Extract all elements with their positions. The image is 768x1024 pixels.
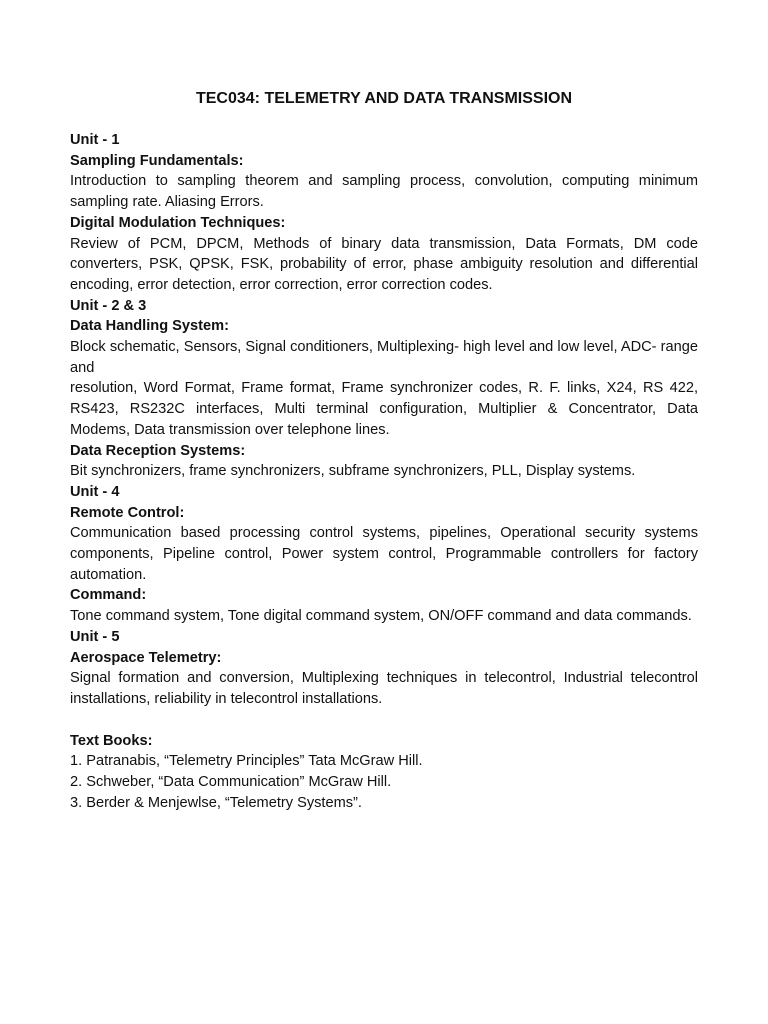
- unit-label: Unit - 2 & 3: [70, 297, 147, 314]
- textbook-item: 3. Berder & Menjewlse, “Telemetry Systems”.: [70, 794, 362, 811]
- section-paragraph: Tone command system, Tone digital command system, ON/OFF command and data commands.: [70, 608, 692, 625]
- section-paragraph: Bit synchronizers, frame synchronizers, subframe synchronizers, PLL, Display systems.: [70, 463, 636, 480]
- section-paragraph: Introduction to sampling theorem and sampling process, convolution, computing minimum sampling rate. Aliasing Errors.: [70, 173, 698, 211]
- section-heading: Data Reception Systems:: [70, 442, 246, 459]
- unit-4: [70, 482, 698, 627]
- section-paragraph: Signal formation and conversion, Multiplexing techniques in telecontrol, Industrial telecontrol installations, reliability in telecontrol installations.: [70, 670, 698, 707]
- section-paragraph: Block schematic, Sensors, Signal conditioners, Multiplexing- high level and low level, ADC- range and: [70, 339, 698, 376]
- textbooks-heading: Text Books:: [70, 732, 153, 749]
- section-heading: Sampling Fundamentals:: [70, 152, 244, 169]
- syllabus-page: [70, 88, 698, 814]
- section-heading: Aerospace Telemetry:: [70, 649, 222, 666]
- section-paragraph: resolution, Word Format, Frame format, Frame synchronizer codes, R. F. links, X24, RS 422, RS423, RS232C interfaces, Multi terminal configuration, Multiplier & Concentrator, Data Modems, Data transmission over telephone lines.: [70, 380, 698, 438]
- section-heading: Data Handling System:: [70, 318, 229, 335]
- unit-2-3: [70, 296, 698, 482]
- unit-1: [70, 130, 698, 296]
- unit-label: Unit - 4: [70, 483, 120, 500]
- section-spacer: [70, 710, 698, 731]
- textbooks-section: [70, 731, 698, 814]
- section-paragraph: Review of PCM, DPCM, Methods of binary data transmission, Data Formats, DM code converters, PSK, QPSK, FSK, probability of error, phase ambiguity resolution and differential encoding, error detection, error correction, error correction codes.: [70, 235, 698, 293]
- unit-5: [70, 627, 698, 710]
- section-paragraph: Communication based processing control systems, pipelines, Operational security systems components, Pipeline control, Power system control, Programmable controllers for factory automation.: [70, 525, 698, 583]
- textbook-item: 1. Patranabis, “Telemetry Principles” Tata McGraw Hill.: [70, 753, 423, 770]
- section-heading: Command:: [70, 587, 147, 604]
- document-title: TEC034: TELEMETRY AND DATA TRANSMISSION: [195, 90, 573, 107]
- section-heading: Remote Control:: [70, 504, 185, 521]
- unit-label: Unit - 1: [70, 132, 120, 148]
- textbook-item: 2. Schweber, “Data Communication” McGraw Hill.: [70, 774, 392, 791]
- unit-label: Unit - 5: [70, 628, 120, 645]
- section-heading: Digital Modulation Techniques:: [70, 214, 286, 231]
